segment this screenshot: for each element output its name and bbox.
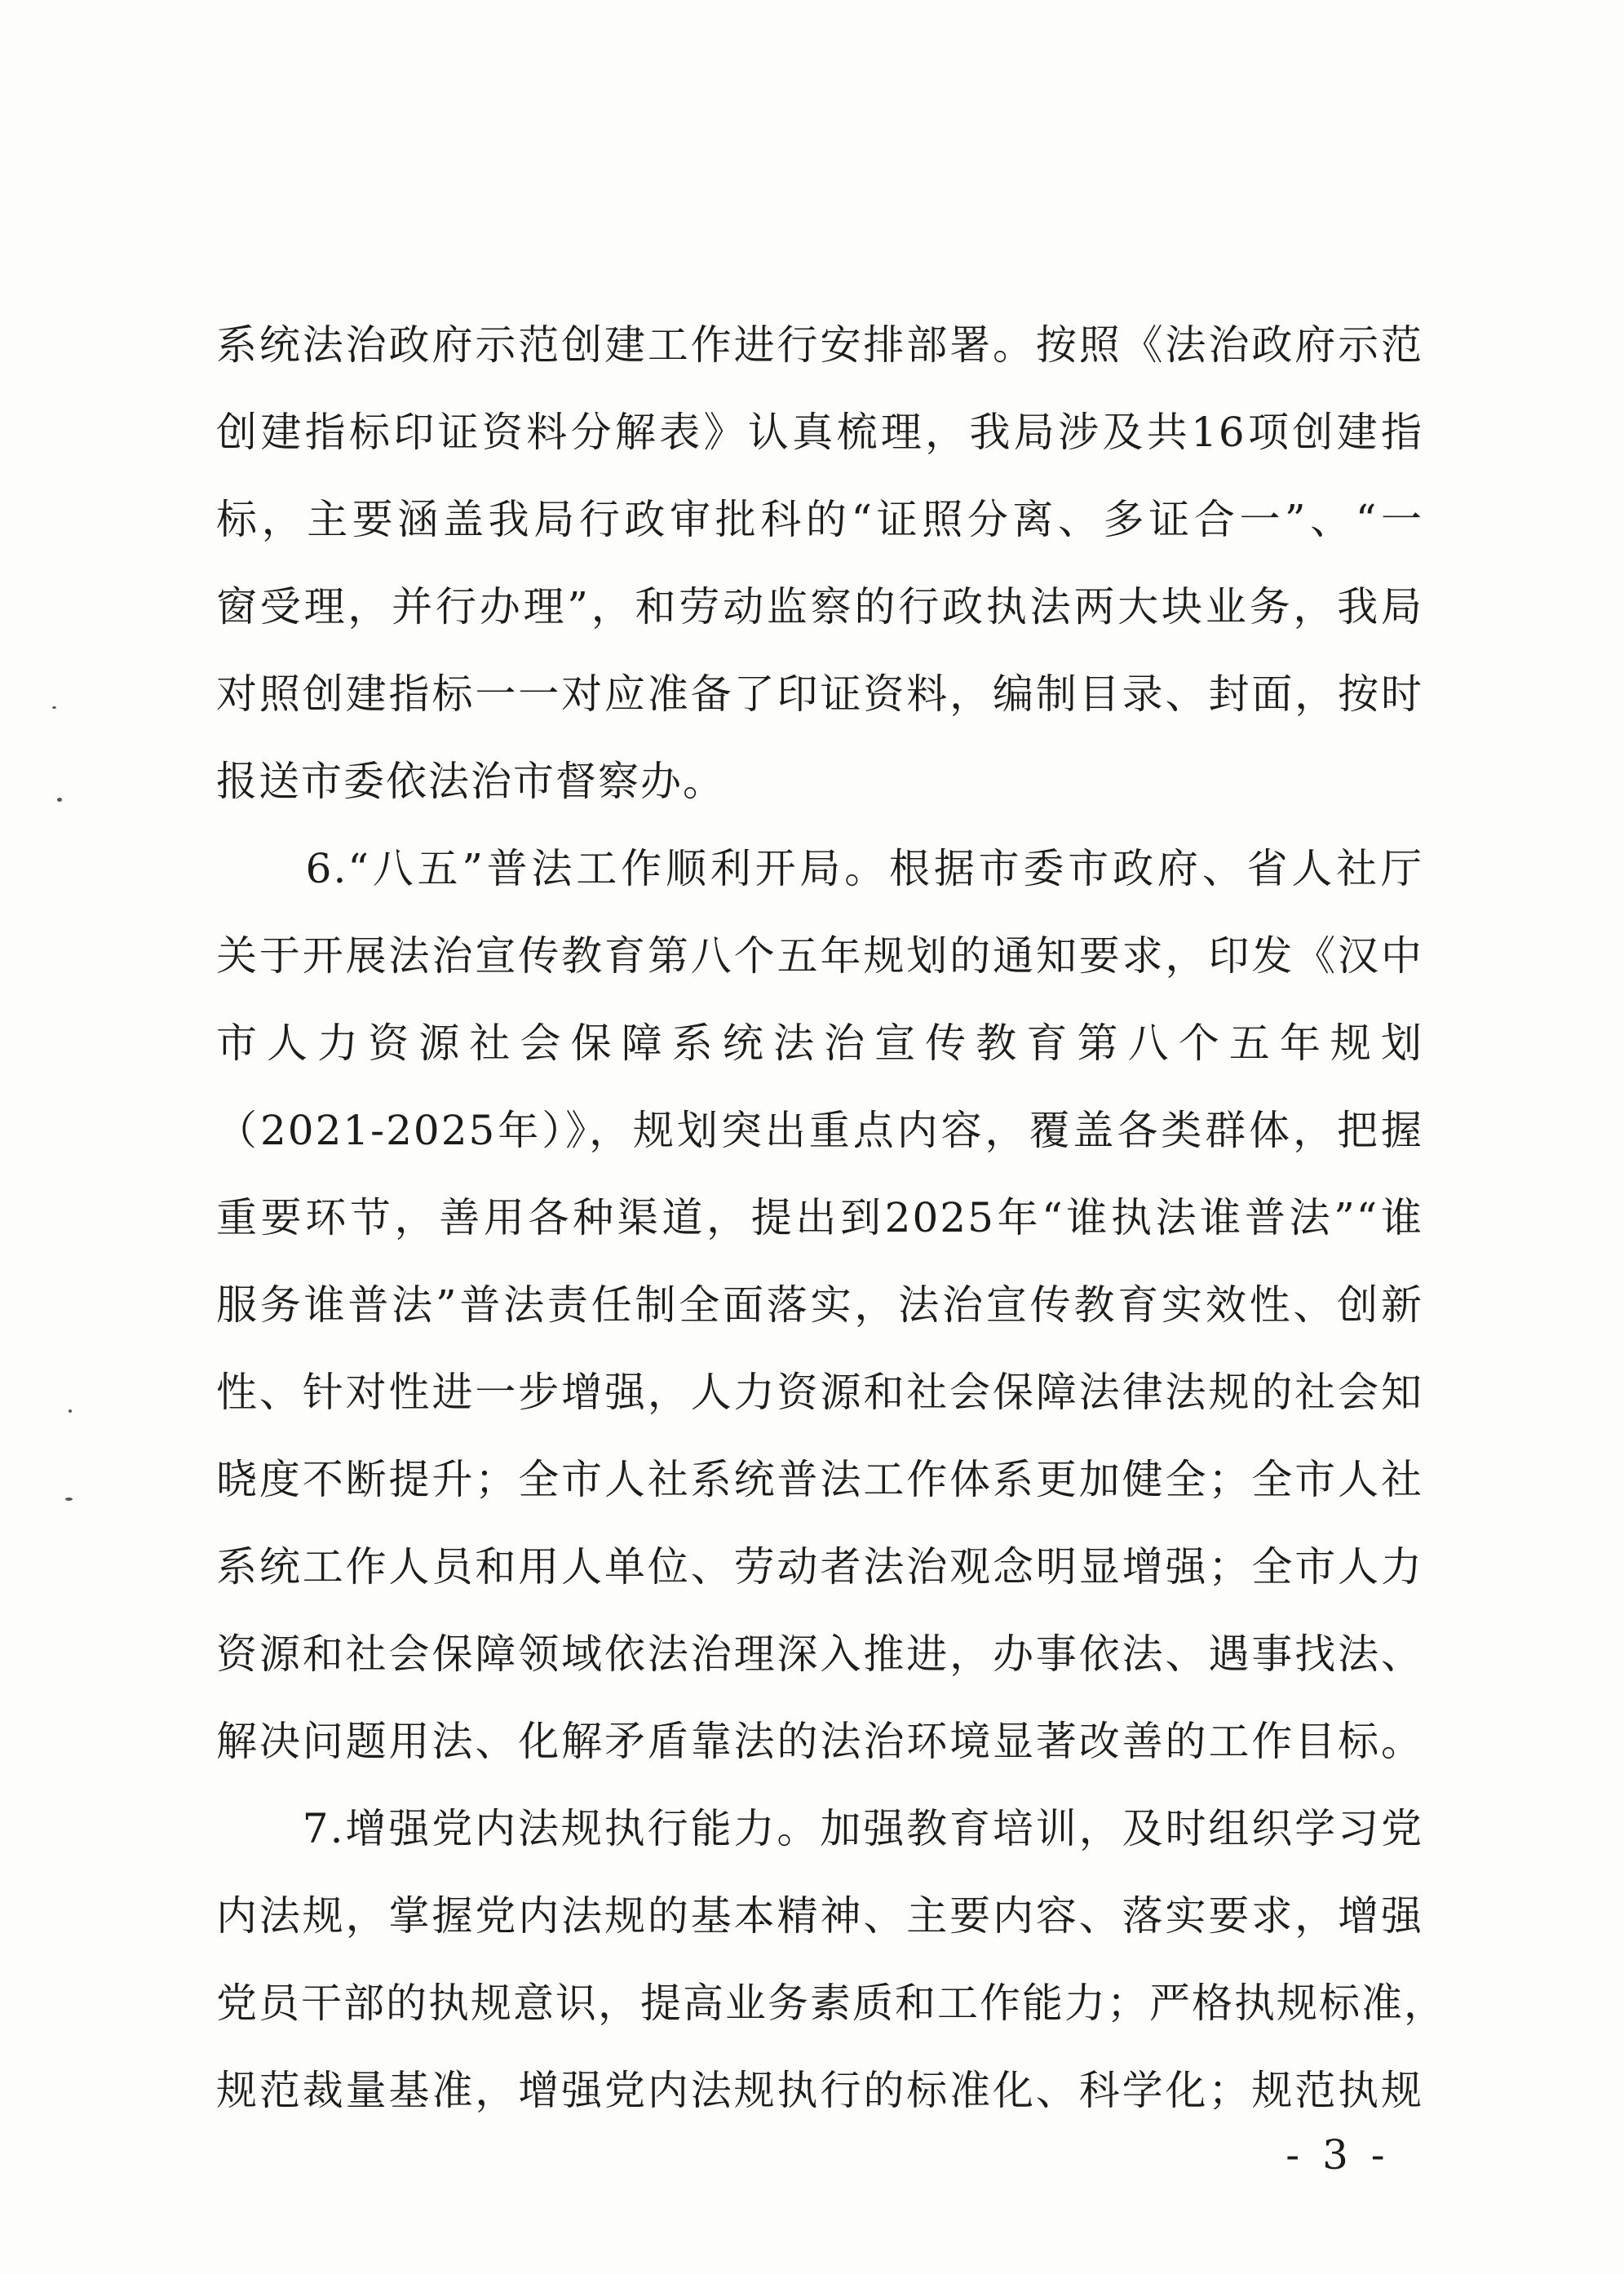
text-line: 晓度不断提升；全市人社系统普法工作体系更加健全；全市人社 xyxy=(216,1456,1423,1503)
text-line: 党员干部的执规意识，提高业务素质和工作能力；严格执规标准， xyxy=(216,1980,1446,2027)
scan-speck xyxy=(57,798,62,802)
text-line: 解决问题用法、化解矛盾靠法的法治环境显著改善的工作目标。 xyxy=(216,1718,1423,1765)
body-text xyxy=(216,302,1446,2135)
text-line: 服务谁普法”普法责任制全面落实，法治宣传教育实效性、创新 xyxy=(216,1281,1423,1329)
text-line: 重要环节，善用各种渠道，提出到2025年“谁执法谁普法”“谁 xyxy=(216,1194,1423,1241)
text-line: 市人力资源社会保障系统法治宣传教育第八个五年规划 xyxy=(216,1020,1423,1067)
text-line: 创建指标印证资料分解表》认真梳理，我局涉及共16项创建指 xyxy=(216,409,1423,456)
text-line: 内法规，掌握党内法规的基本精神、主要内容、落实要求，增强 xyxy=(216,1892,1423,1940)
text-line: 关于开展法治宣传教育第八个五年规划的通知要求，印发《汉中 xyxy=(216,932,1423,980)
text-line: 对照创建指标一一对应准备了印证资料，编制目录、封面，按时 xyxy=(216,670,1423,718)
text-line: 窗受理，并行办理”，和劳动监察的行政执法两大块业务，我局 xyxy=(216,583,1423,630)
text-line: 资源和社会保障领域依法治理深入推进，办事依法、遇事找法、 xyxy=(216,1630,1423,1678)
scan-speck xyxy=(52,706,56,709)
paragraph-7-start: 7.增强党内法规执行能力。加强教育培训，及时组织学习党 xyxy=(216,1805,1423,1852)
paragraph-6-start: 6.“八五”普法工作顺利开局。根据市委市政府、省人社厅 xyxy=(216,845,1423,892)
text-line: 性、针对性进一步增强，人力资源和社会保障法律法规的社会知 xyxy=(216,1369,1423,1416)
scan-speck xyxy=(65,1498,73,1501)
text-line: 系统法治政府示范创建工作进行安排部署。按照《法治政府示范 xyxy=(216,321,1423,369)
text-line: 系统工作人员和用人单位、劳动者法治观念明显增强；全市人力 xyxy=(216,1543,1423,1590)
text-line: 标，主要涵盖我局行政审批科的“证照分离、多证合一”、“一 xyxy=(216,496,1423,543)
page-number: - 3 - xyxy=(1285,2131,1390,2179)
text-line: 规范裁量基准，增强党内法规执行的标准化、科学化；规范执规 xyxy=(216,2067,1423,2114)
scan-speck xyxy=(69,1409,72,1413)
text-line: （2021-2025年）》，规划突出重点内容，覆盖各类群体，把握 xyxy=(216,1107,1423,1154)
text-line: 报送市委依法治市督察办。 xyxy=(216,758,725,805)
